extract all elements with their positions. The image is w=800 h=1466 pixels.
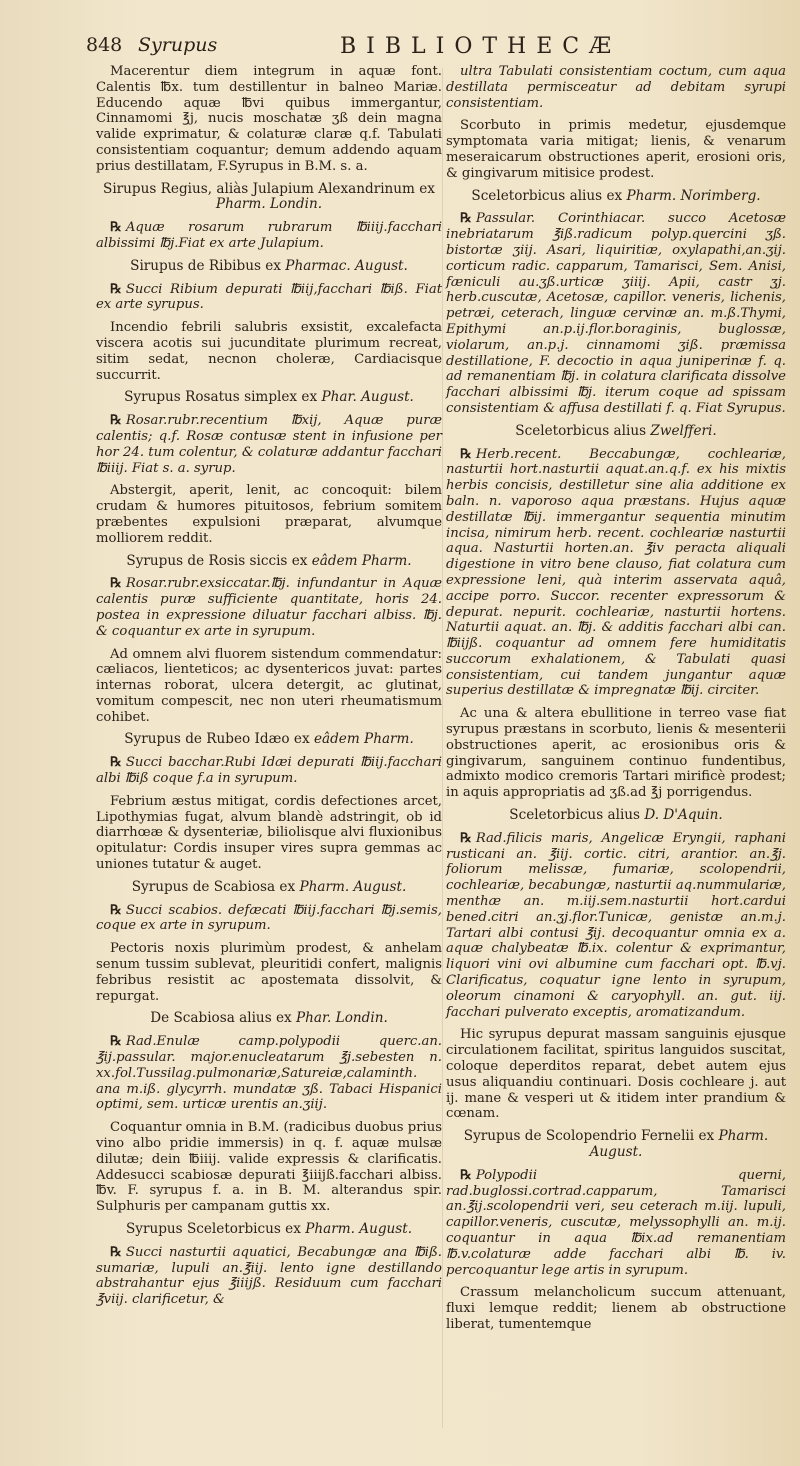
recipe-symbol-icon: ℞ [110,902,122,918]
heading-source: Pharm. August. [305,1221,413,1237]
recipe-symbol-icon: ℞ [110,281,122,297]
body-paragraph: Macerentur diem integrum in aquæ font. Calentis ℔x. tum destillentur in balneo Mariæ. Educendo aquæ ℔vi quibus immergantur, Cinnamomi ℥j, nucis moschatæ ʒß dein magna valide exprimatur, & colaturæ claræ q.f. Tabulati consistentiam coquantur; demum addendo aquam prius destillatam, F.Syrupus in B.M. s. a. [96,64,442,174]
recipe-heading [96,182,442,214]
recipe-text: Succi bacchar.Rubi Idæi depurati ℔iij.facchari albi ℔iß coque f.a in syrupum. [96,755,442,787]
recipe-heading [96,390,442,406]
body-paragraph: Hic syrupus depurat massam sanguinis ejusque circulationem facilitat, spiritus languidos suscitat, coloque deperditos reparat, debet autem ejus usus aliquandiu continuari. Dosis cochleare j. aut ij. mane & vesperi ut & itidem inter prandium & cœnam. [446,1027,786,1122]
recipe-text: Rad.filicis maris, Angelicæ Eryngii, raphani rusticani an. ℥iij. cortic. citri, arantior. an.℥j. foliorum melissæ, fumariæ, scolopendrii, cochleariæ, becabungæ, nasturtii aq.nummulariæ, menthæ an. m.iij.sem.nasturtii hort.cardui bened.citri an.ʒj.flor.Tunicæ, genistæ an.m.j. Tartari albi contusi ℥ij. decoquantur omnia ex a. aquæ chalybeatæ ℔.ix. colentur & exprimantur, liquori vini ovi albumine cum facchari opt. ℔.vj. Clarificatus, coquatur igne lento in syrupum, oleorum cinamoni & caryophyll. an. gut. iij. facchari pulverato exceptis, aromatizandum. [446,830,786,1020]
heading-source: Pharmac. August. [285,257,408,274]
body-paragraph: Ad omnem alvi fluorem sistendum commendatur: cæliacos, lienteticos; ac dysentericos juvat: partes internas roborat, ulcera detergit, ac glutinat, vomitum compescit, nec non uteri rheumatismum cohibet. [96,646,442,725]
heading-source: D. D'Aquin. [644,807,723,824]
recipe-text: Passular. Corinthiacar. succo Acetosæ inebriatarum ℥iß.radicum polyp.quercini ʒß. bistortæ ʒiij. Asari, liquiritiæ, oxylapathi,an.ʒij. corticum radic. capparum, Tamarisci, Sem. Anisi, fæniculi au.ʒß.urticæ ʒiiij. Apii, castr ʒj. herb.cuscutæ, Acetosæ, capillor. veneris, lichenis, petræi, ceterach, linguæ cervinæ an. m.ß.Thymi, Epithymi an.p.ij.flor.boraginis, buglossæ, violarum, an.p.j. cinnamomi ʒiß. præmissa destillatione, F. decoctio in aqua juniperinæ f. q. ad remanentiam ℔j. in colatura clarificata dissolve facchari albissimi ℔j. iterum coque ad spissam consistentiam & affusa destillati f. q. Fiat Syrupus. [446,211,786,416]
heading-text: Syrupus de Scabiosa ex [131,878,300,895]
recipe-symbol-icon: ℞ [110,576,122,592]
recipe-heading [96,732,442,748]
heading-text: Sceletorbicus alius ex [471,187,627,204]
heading-text: Syrupus de Scolopendrio Fernelii ex [463,1128,719,1145]
recipe-heading [446,808,786,824]
recipe-heading [96,1011,442,1027]
recipe-ingredients [446,1168,786,1279]
recipe-ingredients [96,576,442,639]
recipe-ingredients [96,903,442,935]
recipe-symbol-icon: ℞ [460,1167,472,1183]
recipe-text: ultra Tabulati consistentiam coctum, cum aqua destillata permisceatur ad debitam syrupi consistentiam. [446,64,786,111]
recipe-heading [446,189,786,205]
heading-text: Syrupus de Rosis siccis ex [126,552,312,569]
heading-source: Zwelfferi. [650,422,717,439]
running-title: Syrupus [138,34,218,56]
recipe-heading [96,1222,442,1238]
right-column [446,64,786,1340]
recipe-ingredients [96,1245,442,1308]
heading-text: Sceletorbicus alius [515,422,651,439]
recipe-symbol-icon: ℞ [110,220,122,236]
recipe-ingredients [96,755,442,787]
book-title: BIBLIOTHECÆ [340,34,622,59]
recipe-text: Succi nasturtii aquatici, Becabungæ ana ℔iß. sumariæ, lupuli an.℥iij. lento igne destillando abstrahantur ejus ℥iiijß. Residuum cum facchari ℥viij. clarificetur, & [96,1244,442,1308]
recipe-ingredients [96,1034,442,1113]
recipe-text: Succi Ribium depurati ℔iij,facchari ℔iß. Fiat ex arte syrupus. [96,281,442,313]
heading-text: Sceletorbicus alius [509,807,645,824]
recipe-text: Succi scabios. defæcati ℔iij.facchari ℔j.semis, coque ex arte in syrupum. [96,902,442,934]
left-column [96,64,442,1315]
heading-source: eâdem Pharm. [313,731,414,748]
body-paragraph: Incendio febrili salubris exsistit, excalefacta viscera acotis sui jucunditate plurimum recreat, sitim sedat, necnon choleræ, Cardiacisque succurrit. [96,320,442,383]
recipe-text: Herb.recent. Beccabungæ, cochleariæ, nasturtii hort.nasturtii aquat.an.q.f. ex his mixtis herbis concisis, destilletur sine alia additione ex baln. n. vaporoso aqua præstans. Hujus aquæ destillatæ ℔ij. immergantur sequentia minutim incisa, nimirum herb. recent. cochleariæ nasturtii aqua. Nasturtii horten.an. ℥iv peracta aliquali digestione in vitro bene clauso, fiat colatura cum expressione leni, quà interim asservata aquâ, accipe porro. Succor. recenter expressorum & depurat. nepurit. cochleariæ, nasturtii hortens. Naturtii aquat. an. ℔j. & additis facchari albi can. ℔iijß. coquantur ad omnem fere humiditatis succorum exhalationem, & Tabulati quasi consistentiam, cui tandem jungantur aquæ superius destillatæ & impregnatæ ℔ij. circiter. [446,446,786,699]
body-paragraph: Febrium æstus mitigat, cordis defectiones arcet, Lipothymias fugat, alvum blandè adstringit, ob id diarrhœæ & dysenteriæ, biliolisque alvi fluxionibus opitulatur: Cordis insuper vires supra gemmas ac uniones tutatur & auget. [96,793,442,873]
body-paragraph: Crassum melancholicum succum attenuant, fluxi lemque reddit; lienem ab obstructione liberat, tumentemque [446,1285,786,1332]
recipe-symbol-icon: ℞ [110,1034,122,1050]
recipe-heading [96,554,442,570]
heading-text: Syrupus Sceletorbicus ex [125,1221,306,1237]
recipe-ingredients [446,64,786,111]
heading-source: Pharm. Londin. [215,196,323,213]
page-header [0,34,800,64]
recipe-text: Rad.Enulæ camp.polypodii querc.an. ℥ij.passular. major.enucleatarum ℥j.sebesten n. xx.fol.Tussilag.pulmonariæ,Satureiæ,calaminth. ana m.iß. glycyrrh. mundatæ ʒß. Tabaci Hispanici optimi, sem. urticæ urentis an.ʒiij. [96,1034,442,1113]
recipe-symbol-icon: ℞ [460,211,472,227]
recipe-heading [446,424,786,440]
recipe-symbol-icon: ℞ [110,1244,122,1260]
recipe-ingredients [96,413,442,476]
heading-source: Pharm. August. [299,878,407,895]
body-paragraph: Abstergit, aperit, lenit, ac concoquit: bilem crudam & humores pituitosos, febrium somitem præbentes expulsioni præparat, alvumque molliorem reddit. [96,483,442,546]
recipe-ingredients [446,211,786,416]
page-number: 848 [86,34,123,56]
recipe-text: Rosar.rubr.exsiccatar.℔j. infundantur in Aquæ calentis puræ sufficiente quantitate, horis 24. postea in expressione diluatur facchari albiss. ℔j. & coquantur ex arte in syrupum. [96,576,442,639]
body-paragraph: Scorbuto in primis medetur, ejusdemque symptomata varia mitigat; lienis, & venarum meseraicarum obstructiones aperit, erosioni oris, & gingivarum mitisice prodest. [446,118,786,181]
recipe-ingredients [96,220,442,252]
recipe-text: Rosar.rubr.recentium ℔xij, Aquæ puræ calentis; q.f. Rosæ contusæ stent in infusione per hor 24. tum colentur, & colaturæ addantur facchari ℔iiij. Fiat s. a. syrup. [96,413,442,476]
heading-source: Pharm. August. [589,1128,769,1160]
recipe-heading [96,259,442,275]
body-paragraph: Coquantur omnia in B.M. (radicibus duobus prius vino albo pridie immersis) in q. f. aquæ mulsæ dilutæ; dein ℔iiij. valide expressis & clarificatis. Addesucci scabiosæ depurati ℥iiijß.facchari albiss. ℔v. F. syrupus f. a. in B. M. alterandus spir. Sulphuris per campanam guttis xx. [96,1120,442,1215]
recipe-text: Aquæ rosarum rubrarum ℔iiij.facchari albissimi ℔j.Fiat ex arte Julapium. [96,220,442,251]
recipe-symbol-icon: ℞ [460,446,472,462]
heading-source: Phar. August. [321,389,414,406]
recipe-symbol-icon: ℞ [460,830,472,846]
recipe-ingredients [446,447,786,700]
heading-text: De Scabiosa alius ex [150,1010,297,1027]
heading-text: Sirupus Regius, aliàs Julapium Alexandrinum ex [103,180,435,197]
heading-source: Phar. Londin. [296,1010,388,1027]
recipe-heading [446,1129,786,1161]
recipe-symbol-icon: ℞ [110,755,122,771]
recipe-heading [96,880,442,896]
recipe-symbol-icon: ℞ [110,413,122,429]
recipe-ingredients [96,282,442,314]
body-paragraph: Pectoris noxis plurimùm prodest, & anhelam senum tussim sublevat, pleuritidi confert, malignis febribus resistit ac apostemata dissolvit, & repurgat. [96,941,442,1004]
recipe-text: Polypodii querni, rad.buglossi.cortrad.capparum, Tamarisci an.℥ij.scolopendrii veri, seu ceterach m.iij. lupuli, capillor.veneris, cuscutæ, melyssophylli an. m.ij. coquantur in aqua ℔ix.ad remanentiam ℔.v.colaturæ adde facchari albi ℔. iv. percoquantur lege artis in syrupum. [446,1167,786,1278]
recipe-ingredients [446,831,786,1021]
column-gutter [442,68,443,1428]
body-paragraph: Ac una & altera ebullitione in terreo vase fiat syrupus præstans in scorbuto, lienis & mesenterii obstructiones aperit, ac erosionibus oris & gingivarum, sanguinem continuo fundentibus, admixto modico cremoris Tartari mirificè prodest; in aquis appropriatis ad ʒß.ad ℥j porrigendus. [446,706,786,801]
heading-source: eâdem Pharm. [311,552,412,569]
heading-text: Syrupus de Rubeo Idæo ex [124,731,314,748]
heading-text: Syrupus Rosatus simplex ex [124,389,322,406]
heading-source: Pharm. Norimberg. [626,187,761,204]
heading-text: Sirupus de Ribibus ex [130,257,286,274]
